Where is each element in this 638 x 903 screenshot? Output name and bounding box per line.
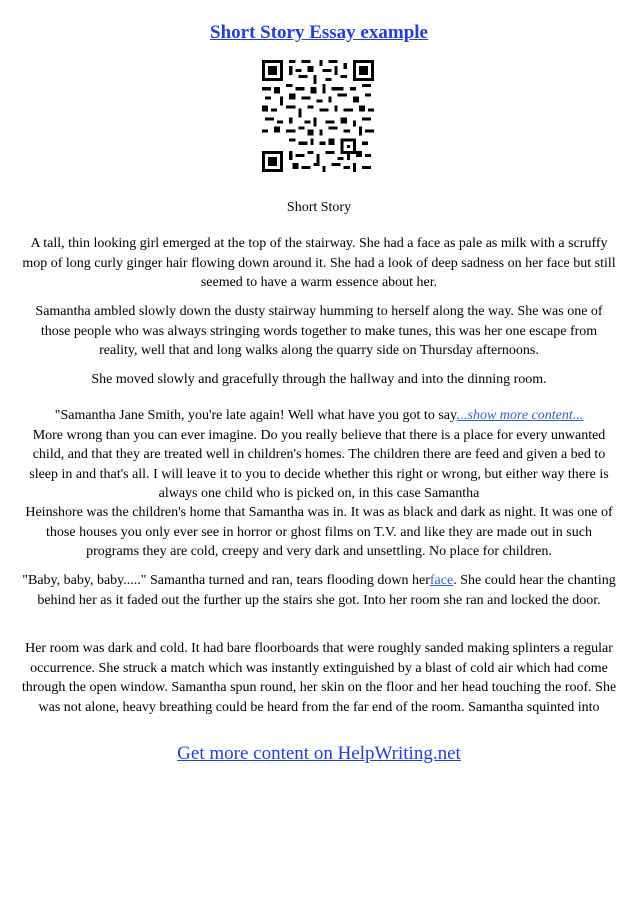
paragraph-7: Her room was dark and cold. It had bare floorboards that were roughly sanded making splinters a regular occurrence. She struck a match which was instantly extinguished by a blast of cold air which had come through the open window. Samantha spun round, her skin on the floor and her head touching the roof. She was not alone, heavy breathing could be heard from the far end of the room. Samantha squinted into (21, 641, 617, 715)
paragraph-4-rest: More wrong than you can ever imagine. Do you really believe that there is a place for every unwanted child, and that they are treated well in children's homes. The children there are feed and given a bed to sleep in and that's all. I will leave it to you to decide whether this right or wrong, but either way there is always one child who is picked on, in this case Samantha (29, 427, 609, 501)
get-more-content-link[interactable]: Get more content on HelpWriting.net (177, 743, 461, 764)
face-link[interactable]: face (429, 573, 454, 588)
paragraph-6 (20, 571, 618, 610)
paragraph-6-rest: . She could hear the chanting behind her as it faded out the further up the stairs she got. Into her room she ran and locked the door. (37, 573, 616, 608)
paragraph-1: A tall, thin looking girl emerged at the top of the stairway. She had a face as pale as milk with a scruffy mop of long curly ginger hair flowing down around it. She had a look of deep sadness on her face but still seemed to have a warm essence about her. (22, 236, 616, 290)
show-more-link[interactable]: ...show more content... (457, 408, 584, 423)
paragraph-3: She moved slowly and gracefully through the hallway and into the dinning room. (91, 372, 547, 387)
paragraph-6-start: "Baby, baby, baby....." Samantha turned and ran, tears flooding down her (22, 573, 430, 588)
paragraph-4-start: "Samantha Jane Smith, you're late again! Well what have you got to say (54, 408, 457, 423)
paragraph-4 (20, 406, 618, 504)
paragraph-2: Samantha ambled slowly down the dusty stairway humming to herself along the way. She was one of those people who was always stringing words together to make tunes, this was her one escape from reality, well that and long walks along the quarry side on Thursday afternoons. (35, 304, 603, 358)
document-title-link[interactable]: Short Story Essay example (210, 22, 428, 43)
qr-code-image (262, 60, 374, 172)
story-title: Short Story (286, 200, 352, 215)
paragraph-5: Heinshore was the children's home that Samantha was in. It was as black and dark as night. It was one of those houses you only ever see in horror or ghost films on T.V. and like they are made out in such programs they are cold, creepy and very dark and unsettling. No place for children. (25, 505, 613, 559)
